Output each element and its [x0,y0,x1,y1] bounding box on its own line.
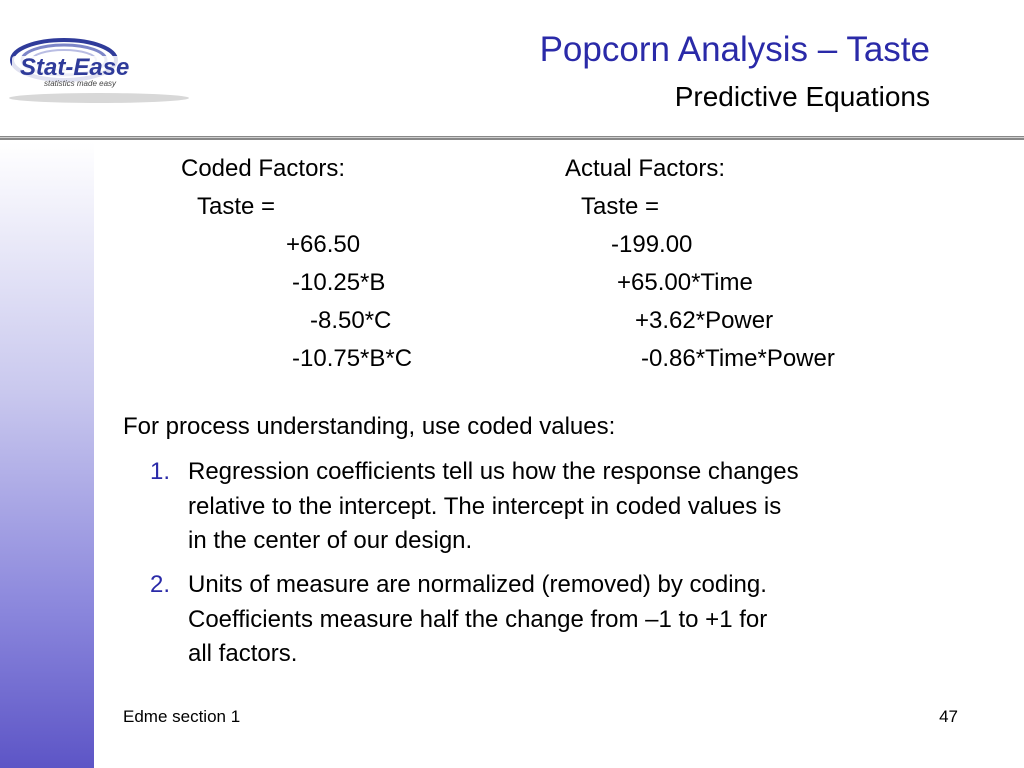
list-item-line: relative to the intercept. The intercept in coded values is [188,492,782,520]
list-item-line: in the center of our design. [188,527,473,554]
actual-term: -0.86*Time*Power [641,345,835,372]
list-item-line: Regression coefficients tell us how the response changes [188,458,799,485]
stat-ease-logo [4,38,194,108]
coded-term: +66.50 [286,231,361,258]
intro-text: For process understanding, use coded values: [123,413,616,440]
coded-term: -10.75*B*C [292,345,413,372]
list-item-number: 2. [150,571,171,598]
sidebar-gradient [0,142,94,768]
actual-term: +3.62*Power [635,307,774,334]
list-item-text [188,568,928,672]
slide-title: Popcorn Analysis – Taste [539,30,930,69]
page-number: 47 [939,707,958,726]
actual-taste-lhs: Taste = [581,193,660,220]
coded-factors-heading: Coded Factors: [181,155,346,182]
actual-term: -199.00 [611,231,693,258]
list-item-line: all factors. [188,640,298,667]
slide-subtitle: Predictive Equations [674,81,930,112]
list-item-text [188,455,928,559]
footer-section-label: Edme section 1 [123,707,241,726]
list-item-line: Coefficients measure half the change from –1 to +1 for [188,605,768,633]
actual-term: +65.00*Time [617,269,753,296]
list-item-line: Units of measure are normalized (removed) by coding. [188,571,767,598]
actual-factors-heading: Actual Factors: [565,155,726,182]
coded-taste-lhs: Taste = [197,193,276,220]
header-divider-highlight [0,137,1024,138]
list-item-number: 1. [150,458,171,485]
coded-term: -10.25*B [292,269,386,296]
coded-term: -8.50*C [310,307,392,334]
logo-tagline: statistics made easy [44,79,117,88]
logo-name: Stat-Ease [20,54,130,81]
